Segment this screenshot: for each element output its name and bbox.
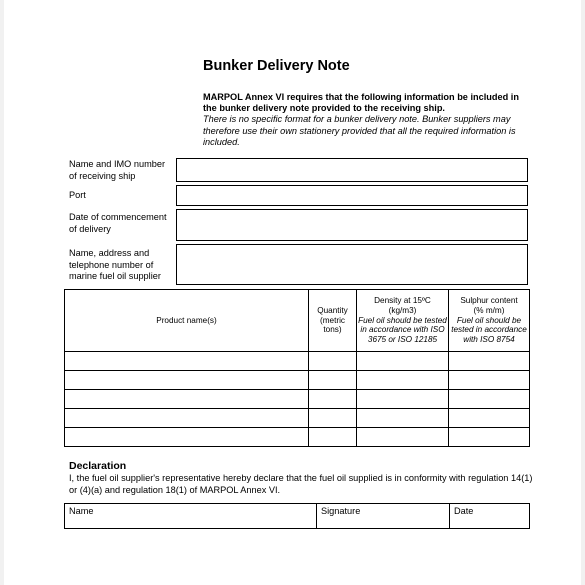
field-label-line: Date of commencement xyxy=(69,212,167,222)
table-row xyxy=(65,409,530,428)
header-sulphur xyxy=(449,290,530,352)
date-field[interactable] xyxy=(450,504,530,529)
header-quantity xyxy=(309,290,357,352)
product-name-cell[interactable] xyxy=(65,371,309,390)
density-cell[interactable] xyxy=(357,390,449,409)
header-product-name: Product name(s) xyxy=(65,290,309,352)
product-name-cell[interactable] xyxy=(65,409,309,428)
table-row xyxy=(65,428,530,447)
intro-italic: There is no specific format for a bunker delivery note. Bunker suppliers may therefore use their own stationery provided that all the required information is included. xyxy=(203,114,516,147)
receiving-ship-field[interactable] xyxy=(176,158,528,182)
density-cell[interactable] xyxy=(357,371,449,390)
field-label-line: marine fuel oil supplier xyxy=(69,271,161,281)
field-label-commencement-date xyxy=(69,212,179,235)
quantity-cell[interactable] xyxy=(309,428,357,447)
field-label-line: Port xyxy=(69,190,86,200)
field-label-receiving-ship xyxy=(69,159,179,182)
product-name-cell[interactable] xyxy=(65,428,309,447)
product-name-cell[interactable] xyxy=(65,390,309,409)
port-field[interactable] xyxy=(176,185,528,206)
sulphur-cell[interactable] xyxy=(449,352,530,371)
supplier-field[interactable] xyxy=(176,244,528,285)
page-title: Bunker Delivery Note xyxy=(203,58,350,74)
field-label-line: Name, address and xyxy=(69,248,150,258)
quantity-cell[interactable] xyxy=(309,390,357,409)
document-page xyxy=(4,0,581,585)
name-field[interactable] xyxy=(65,504,317,529)
field-label-line: telephone number of xyxy=(69,259,154,270)
date-label: Date xyxy=(454,506,474,516)
signature-label: Signature xyxy=(321,506,361,516)
products-table xyxy=(64,289,530,447)
header-density xyxy=(357,290,449,352)
declaration-title: Declaration xyxy=(69,460,127,472)
field-label-line: of delivery xyxy=(69,223,111,234)
header-density-title: Density at 15ºC xyxy=(374,296,431,305)
table-row xyxy=(65,352,530,371)
field-label-line: Name and IMO number xyxy=(69,159,165,169)
intro-text xyxy=(203,92,533,148)
product-name-cell[interactable] xyxy=(65,352,309,371)
name-label: Name xyxy=(69,506,94,516)
quantity-cell[interactable] xyxy=(309,371,357,390)
sulphur-cell[interactable] xyxy=(449,390,530,409)
density-cell[interactable] xyxy=(357,409,449,428)
declaration-text: I, the fuel oil supplier's representative hereby declare that the fuel oil supplied is in conformity with regulation 14(1) or (4)(a) and regulation 18(1) of MARPOL Annex VI. xyxy=(69,473,533,495)
table-row xyxy=(65,390,530,409)
field-label-line: of receiving ship xyxy=(69,170,136,181)
commencement-date-field[interactable] xyxy=(176,209,528,241)
density-cell[interactable] xyxy=(357,352,449,371)
quantity-cell[interactable] xyxy=(309,352,357,371)
table-row xyxy=(65,371,530,390)
density-cell[interactable] xyxy=(357,428,449,447)
sulphur-cell[interactable] xyxy=(449,428,530,447)
header-sulphur-unit: (% m/m) xyxy=(473,305,505,315)
signature-table xyxy=(64,503,530,529)
intro-bold: MARPOL Annex VI requires that the following information be included in the bunker delivery note provided to the receiving ship. xyxy=(203,92,519,114)
header-sulphur-title: Sulphur content xyxy=(460,296,518,305)
sulphur-cell[interactable] xyxy=(449,371,530,390)
header-quantity-line: tons) xyxy=(323,325,342,335)
field-label-port xyxy=(69,190,179,202)
header-quantity-line: Quantity xyxy=(317,305,348,315)
sulphur-cell[interactable] xyxy=(449,409,530,428)
field-label-supplier xyxy=(69,248,189,283)
quantity-cell[interactable] xyxy=(309,409,357,428)
header-density-note: Fuel oil should be tested in accordance with ISO 3675 or ISO 12185 xyxy=(358,315,447,345)
header-quantity-line: (metric xyxy=(319,315,345,325)
header-sulphur-note: Fuel oil should be tested in accordance with ISO 8754 xyxy=(451,315,527,345)
header-density-unit: (kg/m3) xyxy=(388,305,417,315)
signature-field[interactable] xyxy=(317,504,450,529)
